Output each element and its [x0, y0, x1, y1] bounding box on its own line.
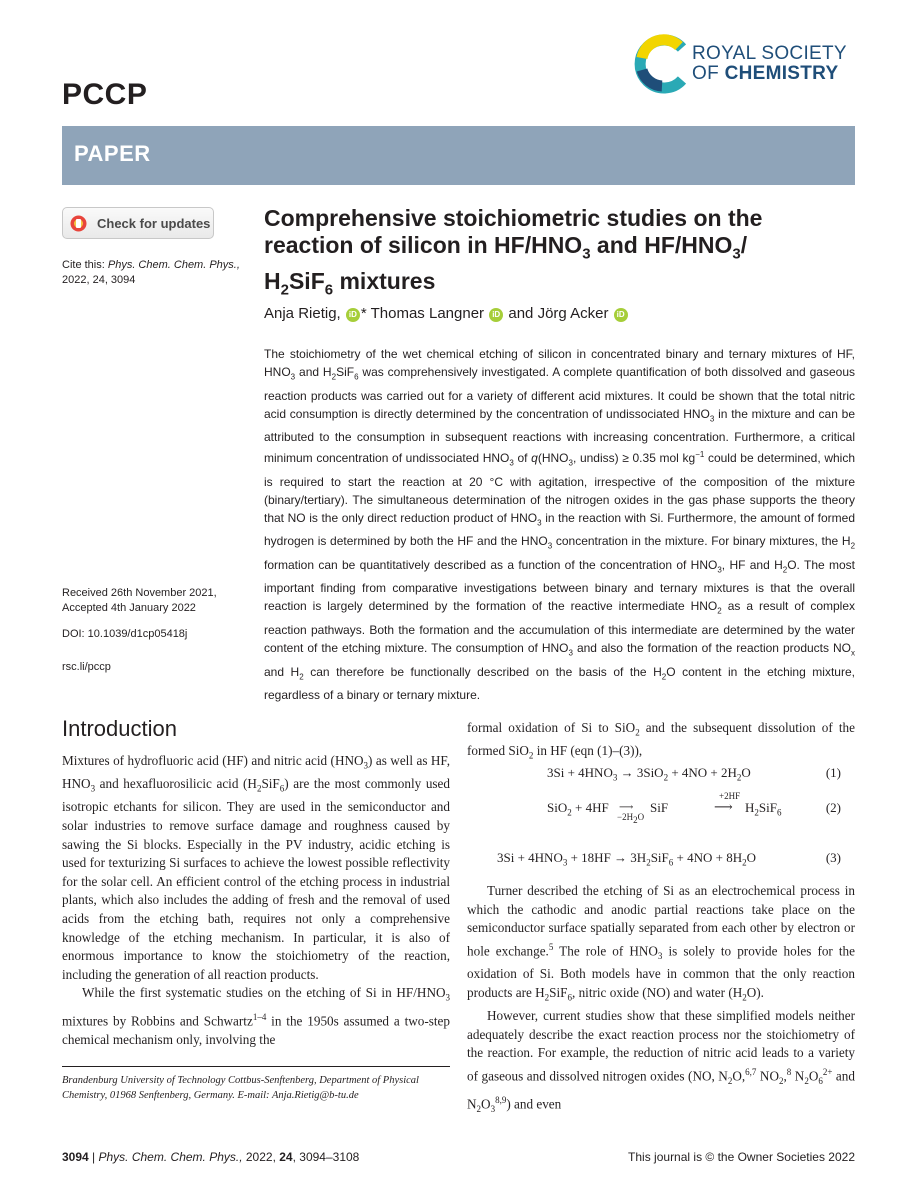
- footer-sep: |: [88, 1150, 99, 1164]
- eq-frag: + 18HF → 3H: [567, 850, 647, 865]
- right-column-bottom: [467, 882, 855, 1118]
- text-sub: 2: [804, 1076, 809, 1087]
- abstract-frag: in the mixture and can be attributed to the consumption in subsequent reactions with increasing concentration. Furthermore, a critical minimum concentration of undissociated HNO: [264, 406, 855, 466]
- citation: [62, 258, 242, 288]
- text-frag: While the first systematic studies on the etching of Si in HF/HNO: [82, 985, 446, 1001]
- text-sub: 2: [476, 1103, 482, 1114]
- text-sub: 2: [727, 1076, 733, 1087]
- title-frag: and HF/HNO: [590, 232, 733, 258]
- title-sub: 6: [324, 281, 334, 299]
- equation-body: [547, 765, 751, 783]
- title-frag: mixtures: [333, 267, 436, 294]
- text-frag: Mixtures of hydrofluoric acid (HF) and nitric acid (HNO: [62, 753, 364, 768]
- abstract-sub: 2: [717, 606, 722, 616]
- received-date: Received 26th November 2021,: [62, 587, 217, 599]
- text-sub: 2: [778, 1076, 784, 1087]
- text-sub: 2: [528, 750, 534, 761]
- text-sub: 6: [279, 783, 285, 794]
- abstract-frag: can therefore be functionally described on the basis of the H: [303, 664, 662, 679]
- eq-part: [547, 800, 609, 818]
- text-frag: ) and even: [506, 1096, 562, 1112]
- accepted-date: Accepted 4th January 2022: [62, 602, 196, 614]
- eq-frag: O: [741, 765, 751, 780]
- abstract-sub: 3: [709, 414, 715, 424]
- paragraph: [467, 719, 855, 765]
- eq-frag: O: [637, 812, 645, 822]
- text-frag: in the 1950s assumed a two-step chemical mechanism only, involving the: [62, 1013, 450, 1047]
- cite-prefix: Cite this:: [62, 259, 108, 271]
- eq-part: [745, 800, 781, 818]
- title-frag: /: [740, 232, 748, 258]
- paragraph: [467, 882, 855, 1007]
- footer-volume: 24: [279, 1150, 293, 1164]
- title-line1: Comprehensive stoichiometric studies on the: [264, 205, 763, 231]
- text-frag: and the subsequent dissolution of the formed SiO: [467, 720, 855, 759]
- eq-frag: → 3SiO: [617, 765, 664, 780]
- orcid-icon[interactable]: iD: [614, 308, 628, 322]
- publisher-line2: [692, 64, 847, 84]
- citation-ref[interactable]: 1–4: [252, 1011, 267, 1022]
- abstract-sub: 3: [717, 565, 722, 575]
- author-sep: and: [504, 305, 538, 322]
- left-column: [62, 752, 450, 1049]
- publisher-line2-prefix: OF: [692, 63, 725, 84]
- abstract-sub: 3: [547, 541, 553, 551]
- eq-sub: 2: [742, 857, 747, 868]
- eq-sub: 2: [754, 807, 759, 818]
- right-column-top: [467, 719, 855, 765]
- abstract-frag: , undiss) ≥ 0.35 mol kg: [572, 451, 696, 466]
- rsc-logo-icon: [632, 34, 690, 94]
- abstract-sub: 2: [782, 565, 788, 575]
- text-frag: SiF: [261, 776, 280, 792]
- text-sub: 6: [567, 992, 572, 1003]
- text-frag: and N: [467, 1068, 855, 1112]
- text-frag: in HF (eqn (1)–(3)),: [533, 743, 643, 759]
- title-sub: 3: [582, 245, 591, 263]
- cite-ref: 2022, 24, 3094: [62, 274, 136, 286]
- abstract-frag: was comprehensively investigated. A complete quantification of both dissolved and gaseous reaction products was carried out for a variety of different acid mixtures. It could be shown that the total nitric acid consumption is directly determined by the concentration of undissociated HNO: [264, 365, 855, 421]
- check-for-updates-label: Check for updates: [97, 216, 211, 231]
- title-frag: H: [264, 267, 281, 294]
- text-sub: 3: [363, 760, 369, 771]
- paragraph: [467, 1007, 855, 1118]
- author-name: Jörg Acker: [537, 305, 609, 322]
- abstract-sub: 2: [331, 372, 337, 382]
- eq-part: [650, 800, 668, 818]
- footnote-divider: [62, 1066, 450, 1067]
- abstract-frag: as a result of complex reaction pathways. Both the formation and the accumulation of this intermediate are determined by the water content of the etching mixture. The consumption of HNO: [264, 599, 855, 656]
- abstract-sub: 3: [290, 372, 296, 382]
- text-sub: 2: [544, 992, 550, 1003]
- text-frag: formal oxidation of Si to SiO: [467, 720, 636, 735]
- eq-sub: 2: [663, 772, 669, 783]
- text-sub: 2: [256, 783, 262, 794]
- abstract-frag: O content in the etching mixture, regardless of a binary or ternary mixture.: [264, 664, 855, 703]
- orcid-icon[interactable]: iD: [489, 308, 503, 322]
- abstract-frag: (HNO: [537, 451, 569, 466]
- citation-ref[interactable]: 8,9: [495, 1094, 507, 1105]
- publisher-name: [692, 44, 847, 84]
- text-sup: 2+: [822, 1067, 833, 1078]
- text-frag: However, current studies show that these simplified models neither adequately describe the exact reaction process nor the stoichiometry of the reaction. For example, the reduction of nitric acid leads to a variety of gaseous and dissolved nitrogen oxides (NO, N: [467, 1008, 855, 1084]
- abstract-frag: and H: [295, 365, 332, 380]
- eq-frag: −2H: [617, 812, 634, 822]
- abstract-sub: 3: [568, 458, 573, 468]
- text-frag: O: [481, 1096, 491, 1112]
- eq-sub: 6: [776, 807, 782, 818]
- abstract-sub: 3: [537, 518, 542, 528]
- abstract-frag: and H: [264, 664, 300, 679]
- equation-body: [497, 850, 756, 868]
- publisher-line1: ROYAL SOCIETY: [692, 43, 847, 64]
- abstract-frag: The stoichiometry of the wet chemical etching of silicon in concentrated binary and ternary mixtures of HF, HNO: [264, 347, 855, 380]
- title-frag: SiF: [288, 267, 325, 294]
- abstract-sub: 3: [568, 648, 573, 658]
- abstract-sub: 2: [661, 671, 667, 681]
- text-sub: 2: [635, 727, 640, 738]
- page-number: 3094: [62, 1150, 89, 1164]
- arrow-icon: ⟶: [714, 799, 733, 814]
- text-frag: , nitric oxide (NO) and water (H: [571, 985, 743, 1000]
- eq-frag: SiO: [547, 800, 568, 815]
- text-frag: is solely to provide holes for the oxidation of Si. Both models have in common that the only reaction products are H: [467, 943, 855, 1000]
- text-frag: ) as well as HF, HNO: [62, 753, 450, 792]
- abstract-frag: q: [531, 451, 538, 466]
- text-frag: SiF: [549, 985, 568, 1000]
- page-footer-left: [62, 1150, 359, 1164]
- text-frag: N: [791, 1068, 805, 1084]
- abstract-frag: of: [513, 451, 532, 466]
- publisher-line2-bold: CHEMISTRY: [724, 63, 839, 84]
- text-sub: 3: [90, 783, 96, 794]
- text-frag: ) are the most commonly used isotropic etchants for silicon. They are used in the semiconductor and solar industries to remove surface damage and roughness caused by sawing the Si blocks. Especially in the PV industry, acidic etching is used for texturizing Si surfaces to achieve the lowest possible reflectivity for the solar cell. An efficient control of the etching process in industrial plants, which also includes the adding of fresh and the removal of used acids from the etching bath, requires not only a comprehensive knowledge of the etching mechanism. In particular, it is also of enormous importance to know the stoichiometry of the reaction, including the generation of all reaction products.: [62, 776, 450, 982]
- equation-number: (3): [825, 850, 841, 865]
- check-for-updates-button[interactable]: [62, 207, 214, 239]
- abstract-frag: could be determined, which is required to start the reaction at 20 °C with agitation, irrespective of the composition of the mixture (binary/tertiary). The simultaneous determination of the nitrogen oxides in the gas phase supports the theory that NO is the only direct reduction product of HNO: [264, 451, 855, 525]
- footer-pages: , 3094–3108: [292, 1150, 360, 1164]
- title-frag: reaction of silicon in HF/HNO: [264, 232, 583, 258]
- eq-frag: + 4NO + 2H: [668, 765, 737, 780]
- title-sub: 2: [280, 281, 289, 299]
- eq-frag: SiF: [650, 850, 669, 865]
- text-frag: mixtures by Robbins and Schwartz: [62, 1013, 253, 1029]
- author-list: [264, 305, 629, 322]
- abstract-frag: O. The most important finding from comparative investigations between binary and ternary mixtures is that the overall reaction is largely determined by the formation of the reactive intermediate HNO: [264, 557, 855, 614]
- text-sub: 3: [490, 1103, 496, 1114]
- eq-over: +2HF: [719, 791, 741, 801]
- text-frag: Turner described the etching of Si as an electrochemical process in which the cathodic and anodic partial reactions take place on the semiconductor surface spatially separated from each other by electron or hole exchange.: [467, 883, 855, 959]
- eq-frag: 3Si + 4HNO: [547, 765, 613, 780]
- text-frag: NO: [756, 1068, 779, 1084]
- text-frag: ,: [783, 1068, 787, 1084]
- article-type-banner: [62, 126, 855, 185]
- article-type-label: PAPER: [74, 141, 151, 166]
- text-sub: 3: [657, 950, 663, 961]
- abstract-frag: in the reaction with Si. Furthermore, the amount of formed hydrogen is determined by both the HF and the HNO: [264, 510, 856, 549]
- article-title: [264, 205, 824, 303]
- eq-sub: 2: [736, 772, 742, 783]
- title-sub: 3: [732, 245, 741, 263]
- citation-ref[interactable]: 8: [786, 1067, 792, 1078]
- text-frag: The role of HNO: [553, 943, 658, 959]
- abstract-sub: 3: [509, 458, 514, 468]
- text-frag: and hexafluorosilicic acid (H: [95, 776, 257, 792]
- eq-frag: + 4NO + 8H: [673, 850, 743, 865]
- text-sub: 6: [818, 1076, 823, 1087]
- paragraph: [62, 984, 450, 1049]
- abstract-frag: SiF: [336, 365, 355, 380]
- abstract: [264, 345, 855, 704]
- eq-under: [617, 812, 644, 825]
- corresponding-mark: *: [360, 305, 371, 322]
- check-updates-icon: [70, 215, 87, 232]
- equation-number: (2): [825, 800, 841, 815]
- citation-ref[interactable]: 6,7: [745, 1067, 757, 1078]
- eq-frag: 3Si + 4HNO: [497, 850, 563, 865]
- orcid-icon[interactable]: iD: [346, 308, 360, 322]
- abstract-frag: and also the formation of the reaction products NO: [572, 641, 851, 656]
- eq-frag: SiF: [650, 800, 669, 815]
- text-frag: O).: [746, 985, 764, 1000]
- eq-frag: + 4HF: [571, 800, 609, 815]
- eq-frag: H: [745, 800, 755, 815]
- cite-journal: Phys. Chem. Chem. Phys.,: [107, 259, 240, 271]
- abstract-sup: −1: [695, 450, 705, 460]
- equation-2: [467, 791, 855, 826]
- page-footer-right: This journal is © the Owner Societies 2022: [628, 1150, 855, 1164]
- footer-year: 2022,: [242, 1150, 280, 1164]
- abstract-sub: 2: [850, 541, 856, 551]
- footer-journal: Phys. Chem. Chem. Phys.,: [98, 1150, 243, 1164]
- equation-number: (1): [825, 765, 841, 780]
- author-name: Thomas Langner: [370, 305, 485, 322]
- arrow-icon: ⟶: [619, 802, 634, 813]
- affiliation-footnote: Brandenburg University of Technology Cottbus-Senftenberg, Department of Physical Chemistry, 01968 Senftenberg, Germany. E-mail: Anja.Rietig@b-tu.de: [62, 1075, 419, 1101]
- eq-sub: 2: [633, 814, 638, 825]
- eq-frag: O: [746, 850, 756, 865]
- eq-sub: 2: [567, 807, 572, 818]
- text-frag: O,: [732, 1068, 746, 1084]
- section-heading: Introduction: [62, 716, 177, 741]
- title-line2: [264, 232, 824, 268]
- paragraph: [62, 752, 450, 984]
- author-name: Anja Rietig,: [264, 305, 341, 322]
- journal-link[interactable]: rsc.li/pccp: [62, 661, 111, 673]
- eq-sub: 6: [668, 857, 674, 868]
- eq-sub: 2: [646, 857, 651, 868]
- journal-name: PCCP: [62, 78, 148, 111]
- text-sub: 3: [445, 993, 450, 1004]
- abstract-frag: , HF and H: [721, 557, 783, 572]
- eq-sub: 3: [612, 772, 618, 783]
- citation-ref[interactable]: 5: [548, 941, 554, 952]
- text-frag: O: [808, 1068, 819, 1084]
- abstract-sub: 2: [299, 671, 304, 681]
- abstract-sub: x: [851, 648, 855, 658]
- eq-sub: 3: [562, 857, 568, 868]
- abstract-frag: concentration in the mixture. For binary mixtures, the H: [552, 534, 851, 549]
- abstract-frag: formation can be quantitatively described as a function of the concentration of HNO: [264, 557, 718, 572]
- eq-frag: SiF: [758, 800, 777, 815]
- title-line3: [264, 268, 824, 304]
- doi[interactable]: DOI: 10.1039/d1cp05418j: [62, 628, 188, 640]
- abstract-sub: 6: [354, 372, 359, 382]
- text-sub: 2: [742, 992, 747, 1003]
